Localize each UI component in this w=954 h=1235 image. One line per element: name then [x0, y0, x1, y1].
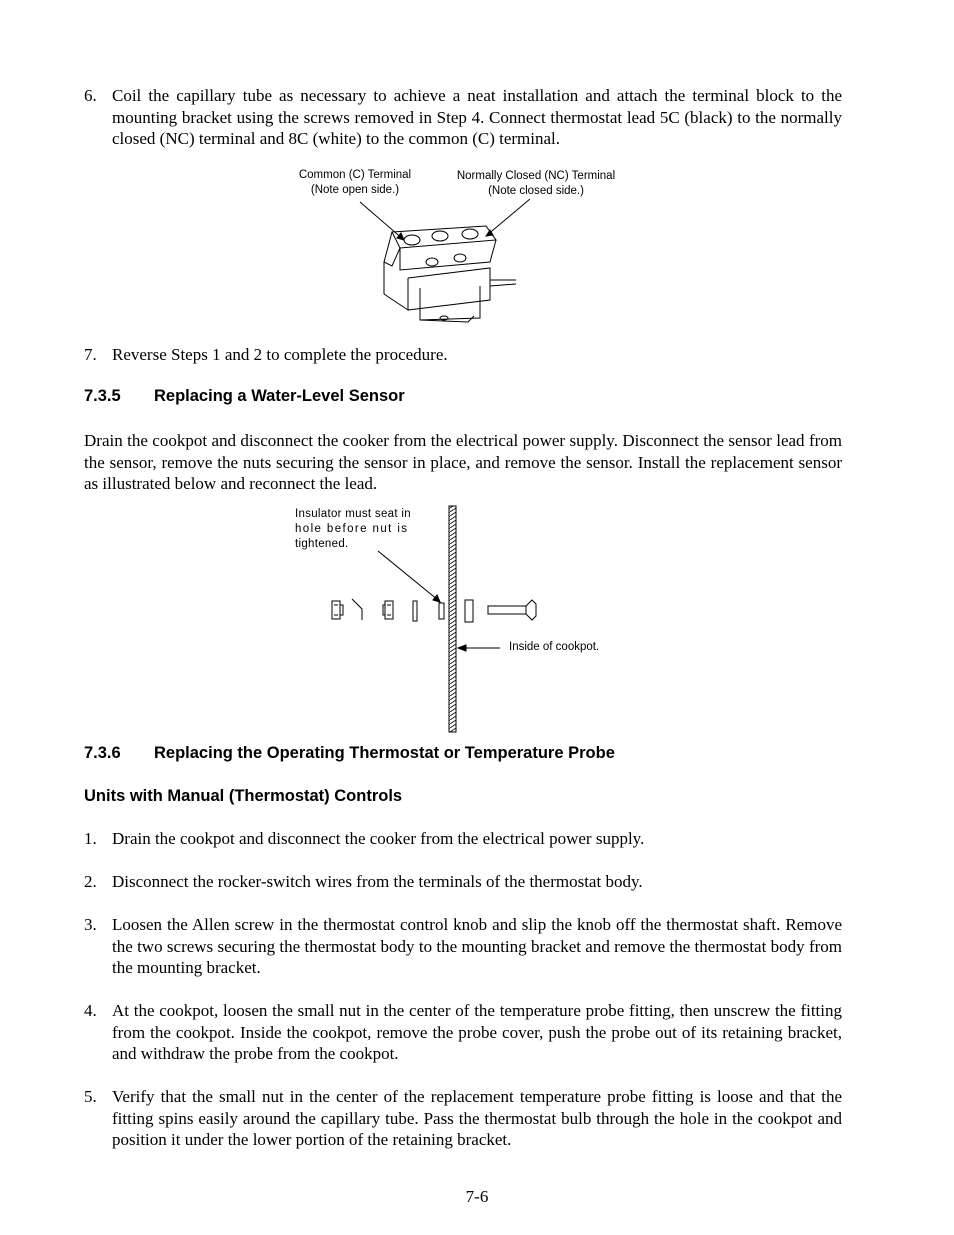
section-title: Replacing a Water-Level Sensor	[154, 387, 405, 405]
step-text: Coil the capillary tube as necessary to achieve a neat installation and attach the terminal block to the mounting bracket using the screws removed in Step 4. Connect thermostat lead 5C (black) to the normally closed (NC) terminal and 8C (white) to the common (C) terminal.	[112, 86, 842, 148]
water-level-sensor-paragraph: Drain the cookpot and disconnect the cooker from the electrical power supply. Disconnect the sensor lead from the sensor, remove the nuts securing the sensor in place, and remove the sensor. Install the replacement sensor as illustrated below and reconnect the lead.	[84, 431, 842, 493]
insulator-note-line3: tightened.	[295, 538, 349, 550]
sensor-probe	[488, 600, 536, 620]
step-text: Verify that the small nut in the center of the replacement temperature probe fitting is loose and that the fitting spins easily around the capillary tube. Pass the thermostat bulb through the hole in the cookpot and position it under the lower portion of the retaining bracket.	[112, 1087, 842, 1149]
cookpot-wall	[449, 506, 456, 732]
insulator-note-line1: Insulator must seat in	[295, 508, 411, 520]
step-number: 3.	[84, 915, 97, 934]
procedure-step-4	[84, 1000, 842, 1065]
lock-washer	[352, 599, 362, 620]
outer-nut	[332, 601, 340, 619]
flat-washer	[413, 601, 417, 621]
procedure-step-3	[84, 914, 842, 979]
insulator-note-line2: hole before nut is	[295, 523, 409, 535]
section-heading-7-3-6	[84, 744, 615, 763]
step-text: At the cookpot, loosen the small nut in the center of the temperature probe fitting, then unscrew the fitting from the cookpot. Inside the cookpot, remove the probe cover, push the probe out of its retaining bracket, and withdraw the probe from the cookpot.	[112, 1001, 842, 1063]
procedure-step-2	[84, 871, 842, 893]
step-text: Disconnect the rocker-switch wires from the terminals of the thermostat body.	[112, 872, 643, 891]
insulator-leader-line	[378, 551, 438, 600]
subheading-manual-controls: Units with Manual (Thermostat) Controls	[84, 787, 403, 805]
section-title: Replacing the Operating Thermostat or Temperature Probe	[154, 744, 615, 762]
step-number: 5.	[84, 1087, 97, 1106]
nc-terminal-label-line2: (Note closed side.)	[488, 185, 584, 197]
inside-arrow-head	[458, 645, 466, 651]
page-number: 7-6	[465, 1187, 489, 1206]
common-terminal-label-line1: Common (C) Terminal	[298, 169, 412, 181]
step-number: 1.	[84, 829, 97, 848]
insulator	[439, 603, 444, 619]
step-number: 4.	[84, 1001, 97, 1020]
common-terminal-label-line2: (Note open side.)	[310, 184, 400, 196]
insulator-arrow-head	[433, 595, 440, 602]
step-number: 6.	[84, 86, 97, 105]
inside-insulator	[465, 600, 473, 622]
step-text: Loosen the Allen screw in the thermostat control knob and slip the knob off the thermostat shaft. Remove the two screws securing the thermostat body to the mounting bracket and remove the thermostat body from the mounting bracket.	[112, 915, 842, 977]
step-number: 2.	[84, 872, 97, 891]
procedure-step-5	[84, 1086, 842, 1151]
procedure-step-1	[84, 828, 842, 850]
step-text: Drain the cookpot and disconnect the cooker from the electrical power supply.	[112, 829, 645, 848]
nc-terminal-label-line1: Normally Closed (NC) Terminal	[456, 170, 616, 182]
inner-nut	[385, 601, 393, 619]
inside-cookpot-label: Inside of cookpot.	[509, 641, 600, 653]
section-number: 7.3.6	[84, 744, 121, 762]
step-number: 7.	[84, 345, 97, 364]
section-number: 7.3.5	[84, 387, 121, 405]
step-text: Reverse Steps 1 and 2 to complete the procedure.	[112, 345, 448, 364]
